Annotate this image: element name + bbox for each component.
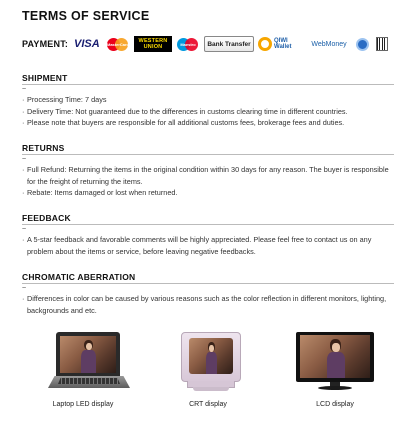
display-label-laptop: Laptop LED display <box>52 401 114 408</box>
laptop-display <box>38 330 128 420</box>
section-title-shipment: SHIPMENT <box>22 73 68 83</box>
display-label-crt: CRT display <box>189 401 227 408</box>
laptop-keyboard <box>58 378 120 384</box>
list-item: · Processing Time: 7 days <box>22 94 398 106</box>
section-marker: ~ <box>22 226 27 233</box>
webmoney-logo-icon: WebMoney <box>311 40 347 48</box>
lcd-stand <box>318 386 352 390</box>
laptop-screen-image <box>60 336 116 373</box>
visa-logo-icon: VISA <box>74 38 100 50</box>
lcd-screen-image <box>300 335 370 378</box>
crt-stand <box>193 387 229 391</box>
webmoney-globe-icon <box>354 36 370 52</box>
section-divider <box>22 283 394 284</box>
section-title-returns: RETURNS <box>22 143 65 153</box>
barcode-icon <box>374 36 390 52</box>
feedback-list <box>22 234 398 257</box>
bank-transfer-logo-icon: Bank Transfer <box>204 36 254 52</box>
section-title-chromatic-aberration: CHROMATIC ABERRATION <box>22 272 136 282</box>
section-divider <box>22 224 394 225</box>
qiwi-line1: QIWI <box>274 38 288 44</box>
mastercard-logo-text: MasterCard <box>106 41 129 47</box>
western-union-logo-icon <box>134 36 172 52</box>
section-title-feedback: FEEDBACK <box>22 213 71 223</box>
maestro-logo-text: Maestro <box>180 41 196 47</box>
list-item: · Differences in color can be caused by various reasons such as the color reflection in different monitors, lighting, backgrounds and etc. <box>22 293 398 316</box>
qiwi-wallet-logo-icon <box>258 36 304 52</box>
payment-methods <box>22 35 394 53</box>
chromatic-list <box>22 293 398 316</box>
display-label-lcd: LCD display <box>316 401 354 408</box>
list-item: · Rebate: Items damaged or lost when returned. <box>22 187 398 199</box>
list-item: · Delivery Time: Not guaranteed due to the differences in customs clearing time in different countries. <box>22 106 398 118</box>
crt-screen-image <box>189 338 233 374</box>
crt-display <box>163 330 253 420</box>
section-marker: ~ <box>22 285 27 292</box>
display-comparison <box>0 330 416 420</box>
maestro-logo-icon <box>176 36 200 52</box>
section-divider <box>22 84 394 85</box>
section-marker: ~ <box>22 156 27 163</box>
section-divider <box>22 154 394 155</box>
western-union-line1: WESTERN <box>138 38 168 44</box>
section-marker: ~ <box>22 86 27 93</box>
returns-list <box>22 164 398 199</box>
shipment-list <box>22 94 398 129</box>
qiwi-line2: Wallet <box>274 44 292 50</box>
list-item: · Full Refund: Returning the items in the original condition within 30 days for any reason. The buyer is responsible for the freight of returning the items. <box>22 164 398 187</box>
lcd-display <box>290 330 380 420</box>
payment-label: PAYMENT: <box>22 39 69 49</box>
western-union-line2: UNION <box>143 44 163 50</box>
mastercard-logo-icon <box>106 36 130 52</box>
list-item: · A 5-star feedback and favorable comments will be highly appreciated. Please feel free to contact us on any problem about the items or service, before leaving negative feedbacks. <box>22 234 398 257</box>
list-item: · Please note that buyers are responsible for all additional customs fees, brokerage fees and duties. <box>22 117 398 129</box>
page-title: TERMS OF SERVICE <box>22 9 150 23</box>
